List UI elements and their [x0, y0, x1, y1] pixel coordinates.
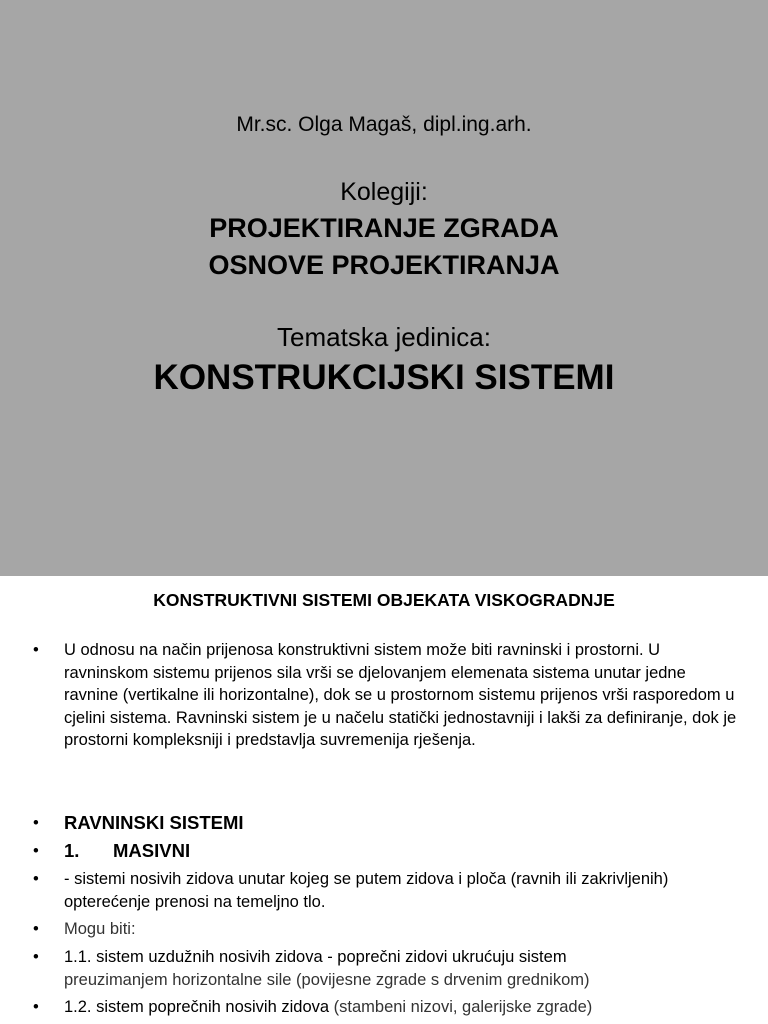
bullet-marker: • — [33, 842, 39, 860]
unit-label: Tematska jedinica: — [277, 322, 491, 352]
content-slide — [0, 576, 768, 1024]
item-1-1-detail: preuzimanjem horizontalne sile (povijesne zgrade s drvenim grednikom) — [64, 970, 590, 989]
intro-paragraph: U odnosu na način prijenosa konstruktivni sistem može biti ravninski i prostorni. U ravninskom sistemu prijenos sila vrši se djelovanjem elemenata sistema unutar jedne ravnine (vertikalne ili horizontalne), dok se u prostornom sistemu prijenos vrši rasporedom u cjelini sistema. Ravninski sistem je u načelu statički jednostavniji i lakši za definiranje, dok je prostorni kompleksniji i predstavlja suvremenija rješenja. — [64, 641, 737, 749]
bullet-marker: • — [33, 870, 39, 888]
item-1-2-detail: (stambeni nizovi, galerijske zgrade) — [333, 998, 593, 1016]
mogu-biti-text: Mogu biti: — [64, 920, 136, 938]
masivni-description: - sistemi nosivih zidova unutar kojeg se putem zidova i ploča (ravnih ili zakrivljenih) opterećenje prenosi na temeljno tlo. — [64, 870, 669, 911]
section-title: RAVNINSKI SISTEMI — [64, 812, 244, 833]
bullet-marker: • — [33, 920, 39, 938]
bullet-marker: • — [33, 948, 39, 966]
bullet-marker: • — [33, 814, 39, 832]
author-name: Mr.sc. Olga Magaš, dipl.ing.arh. — [236, 113, 532, 136]
item-1-1-main: 1.1. sistem uzdužnih nosivih zidova - poprečni zidovi ukrućuju sistem — [64, 948, 567, 966]
course-title-1: PROJEKTIRANJE ZGRADA — [209, 213, 559, 243]
courses-label: Kolegiji: — [340, 178, 428, 206]
subsection-number: 1. — [64, 840, 80, 861]
bullet-marker: • — [33, 998, 39, 1016]
item-1-1-text — [64, 946, 744, 991]
unit-title: KONSTRUKCIJSKI SISTEMI — [153, 358, 615, 397]
course-title-2: OSNOVE PROJEKTIRANJA — [208, 250, 560, 280]
subsection-title — [64, 840, 744, 863]
item-1-2-text — [64, 996, 744, 1019]
bullet-marker: • — [33, 641, 39, 659]
item-1-2-main: 1.2. sistem poprečnih nosivih zidova — [64, 998, 330, 1016]
subsection-label: MASIVNI — [113, 840, 191, 861]
slide-heading: KONSTRUKTIVNI SISTEMI OBJEKATA VISKOGRADNJE — [153, 590, 615, 610]
